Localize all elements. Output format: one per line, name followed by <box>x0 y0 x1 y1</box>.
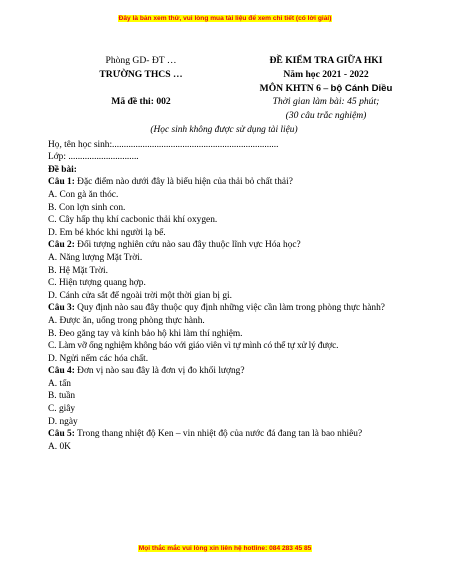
hotline-banner-text: Mọi thắc mắc vui lòng xin liên hệ hotline: 084 283 45 85 <box>138 545 312 552</box>
q4-option-c: C. giây <box>48 404 76 415</box>
subject-line <box>234 83 418 95</box>
q2-option-a: A. Năng lượng Mặt Trời. <box>48 252 143 263</box>
question-1 <box>48 176 400 189</box>
q3-option-d: D. Ngửi nếm các hóa chất. <box>48 353 149 364</box>
question-2 <box>48 239 400 252</box>
q3-option-b: B. Đeo găng tay và kính bảo hộ khi làm thí nghiệm. <box>48 328 243 339</box>
exam-body <box>48 124 400 453</box>
hotline-banner <box>0 545 450 552</box>
q2-option-c: C. Hiện tượng quang hợp. <box>48 278 146 289</box>
section-label: Đề bài: <box>48 164 77 175</box>
question-2-label: Câu 2: <box>48 240 75 251</box>
department-line: Phòng GD- ĐT … <box>105 55 177 66</box>
subject-prefix: MÔN KHTN 6 – <box>259 83 331 94</box>
school-name: TRƯỜNG THCS … <box>99 69 183 80</box>
question-4-text: Đơn vị nào sau đây là đơn vị đo khối lượng? <box>74 366 245 377</box>
question-count: (30 câu trắc nghiệm) <box>285 110 367 121</box>
question-4-label: Câu 4: <box>48 366 75 377</box>
q1-option-c: C. Cây hấp thụ khí cacbonic thải khí oxygen. <box>48 215 218 226</box>
school-year: Năm học 2021 - 2022 <box>283 69 369 80</box>
q1-option-b: B. Con lợn sinh con. <box>48 202 126 213</box>
exam-title: ĐỀ KIỂM TRA GIỮA HKI <box>269 55 383 66</box>
preview-banner-text: Đây là bản xem thử, vui lòng mua tài liệu để xem chi tiết (có lời giải) <box>118 15 332 22</box>
subject-book: bộ Cánh Diều <box>330 83 393 94</box>
q5-option-a: A. 0K <box>48 441 71 452</box>
q1-option-a: A. Con gà ăn thóc. <box>48 189 119 200</box>
question-3-label: Câu 3: <box>48 303 75 314</box>
q3-option-c: C. Làm vỡ ống nghiệm không báo với giáo viên vì tự mình có thể tự xử lý được. <box>48 341 339 352</box>
question-1-label: Câu 1: <box>48 177 75 188</box>
q4-option-b: B. tuần <box>48 391 76 402</box>
question-5-label: Câu 5: <box>48 429 75 440</box>
question-2-text: Đối tượng nghiên cứu nào sau đây thuộc lĩnh vực Hóa học? <box>74 240 301 251</box>
question-5-text: Trong thang nhiệt độ Ken – vin nhiệt độ của nước đá đang tan là bao nhiêu? <box>74 429 363 440</box>
q4-option-d: D. ngày <box>48 416 78 427</box>
exam-code: Mã đề thi: 002 <box>111 96 171 107</box>
no-materials-note: (Học sinh không được sử dụng tài liệu) <box>150 125 298 135</box>
student-class-line: Lớp: .............................. <box>48 152 139 163</box>
question-4 <box>48 365 400 378</box>
q2-option-d: D. Cánh cửa sắt để ngoài trời một thời gian bị gỉ. <box>48 290 232 301</box>
q1-option-d: D. Em bé khóc khi người lạ bế. <box>48 227 166 238</box>
q3-option-a: A. Được ăn, uống trong phòng thực hành. <box>48 315 205 326</box>
question-1-text: Đặc điểm nào dưới đây là biểu hiện của thải bỏ chất thải? <box>74 177 293 188</box>
q2-option-b: B. Hệ Mặt Trời. <box>48 265 108 276</box>
question-3 <box>48 302 400 315</box>
preview-banner <box>0 15 450 22</box>
student-name-line: Họ, tên học sinh:....................................................................... <box>48 139 279 150</box>
question-5 <box>48 428 400 441</box>
question-3-text: Quy định nào sau đây thuộc quy định những việc cần làm trong phòng thực hành? <box>74 303 385 314</box>
exam-time: Thời gian làm bài: 45 phút; <box>272 96 380 107</box>
q4-option-a: A. tấn <box>48 378 71 389</box>
